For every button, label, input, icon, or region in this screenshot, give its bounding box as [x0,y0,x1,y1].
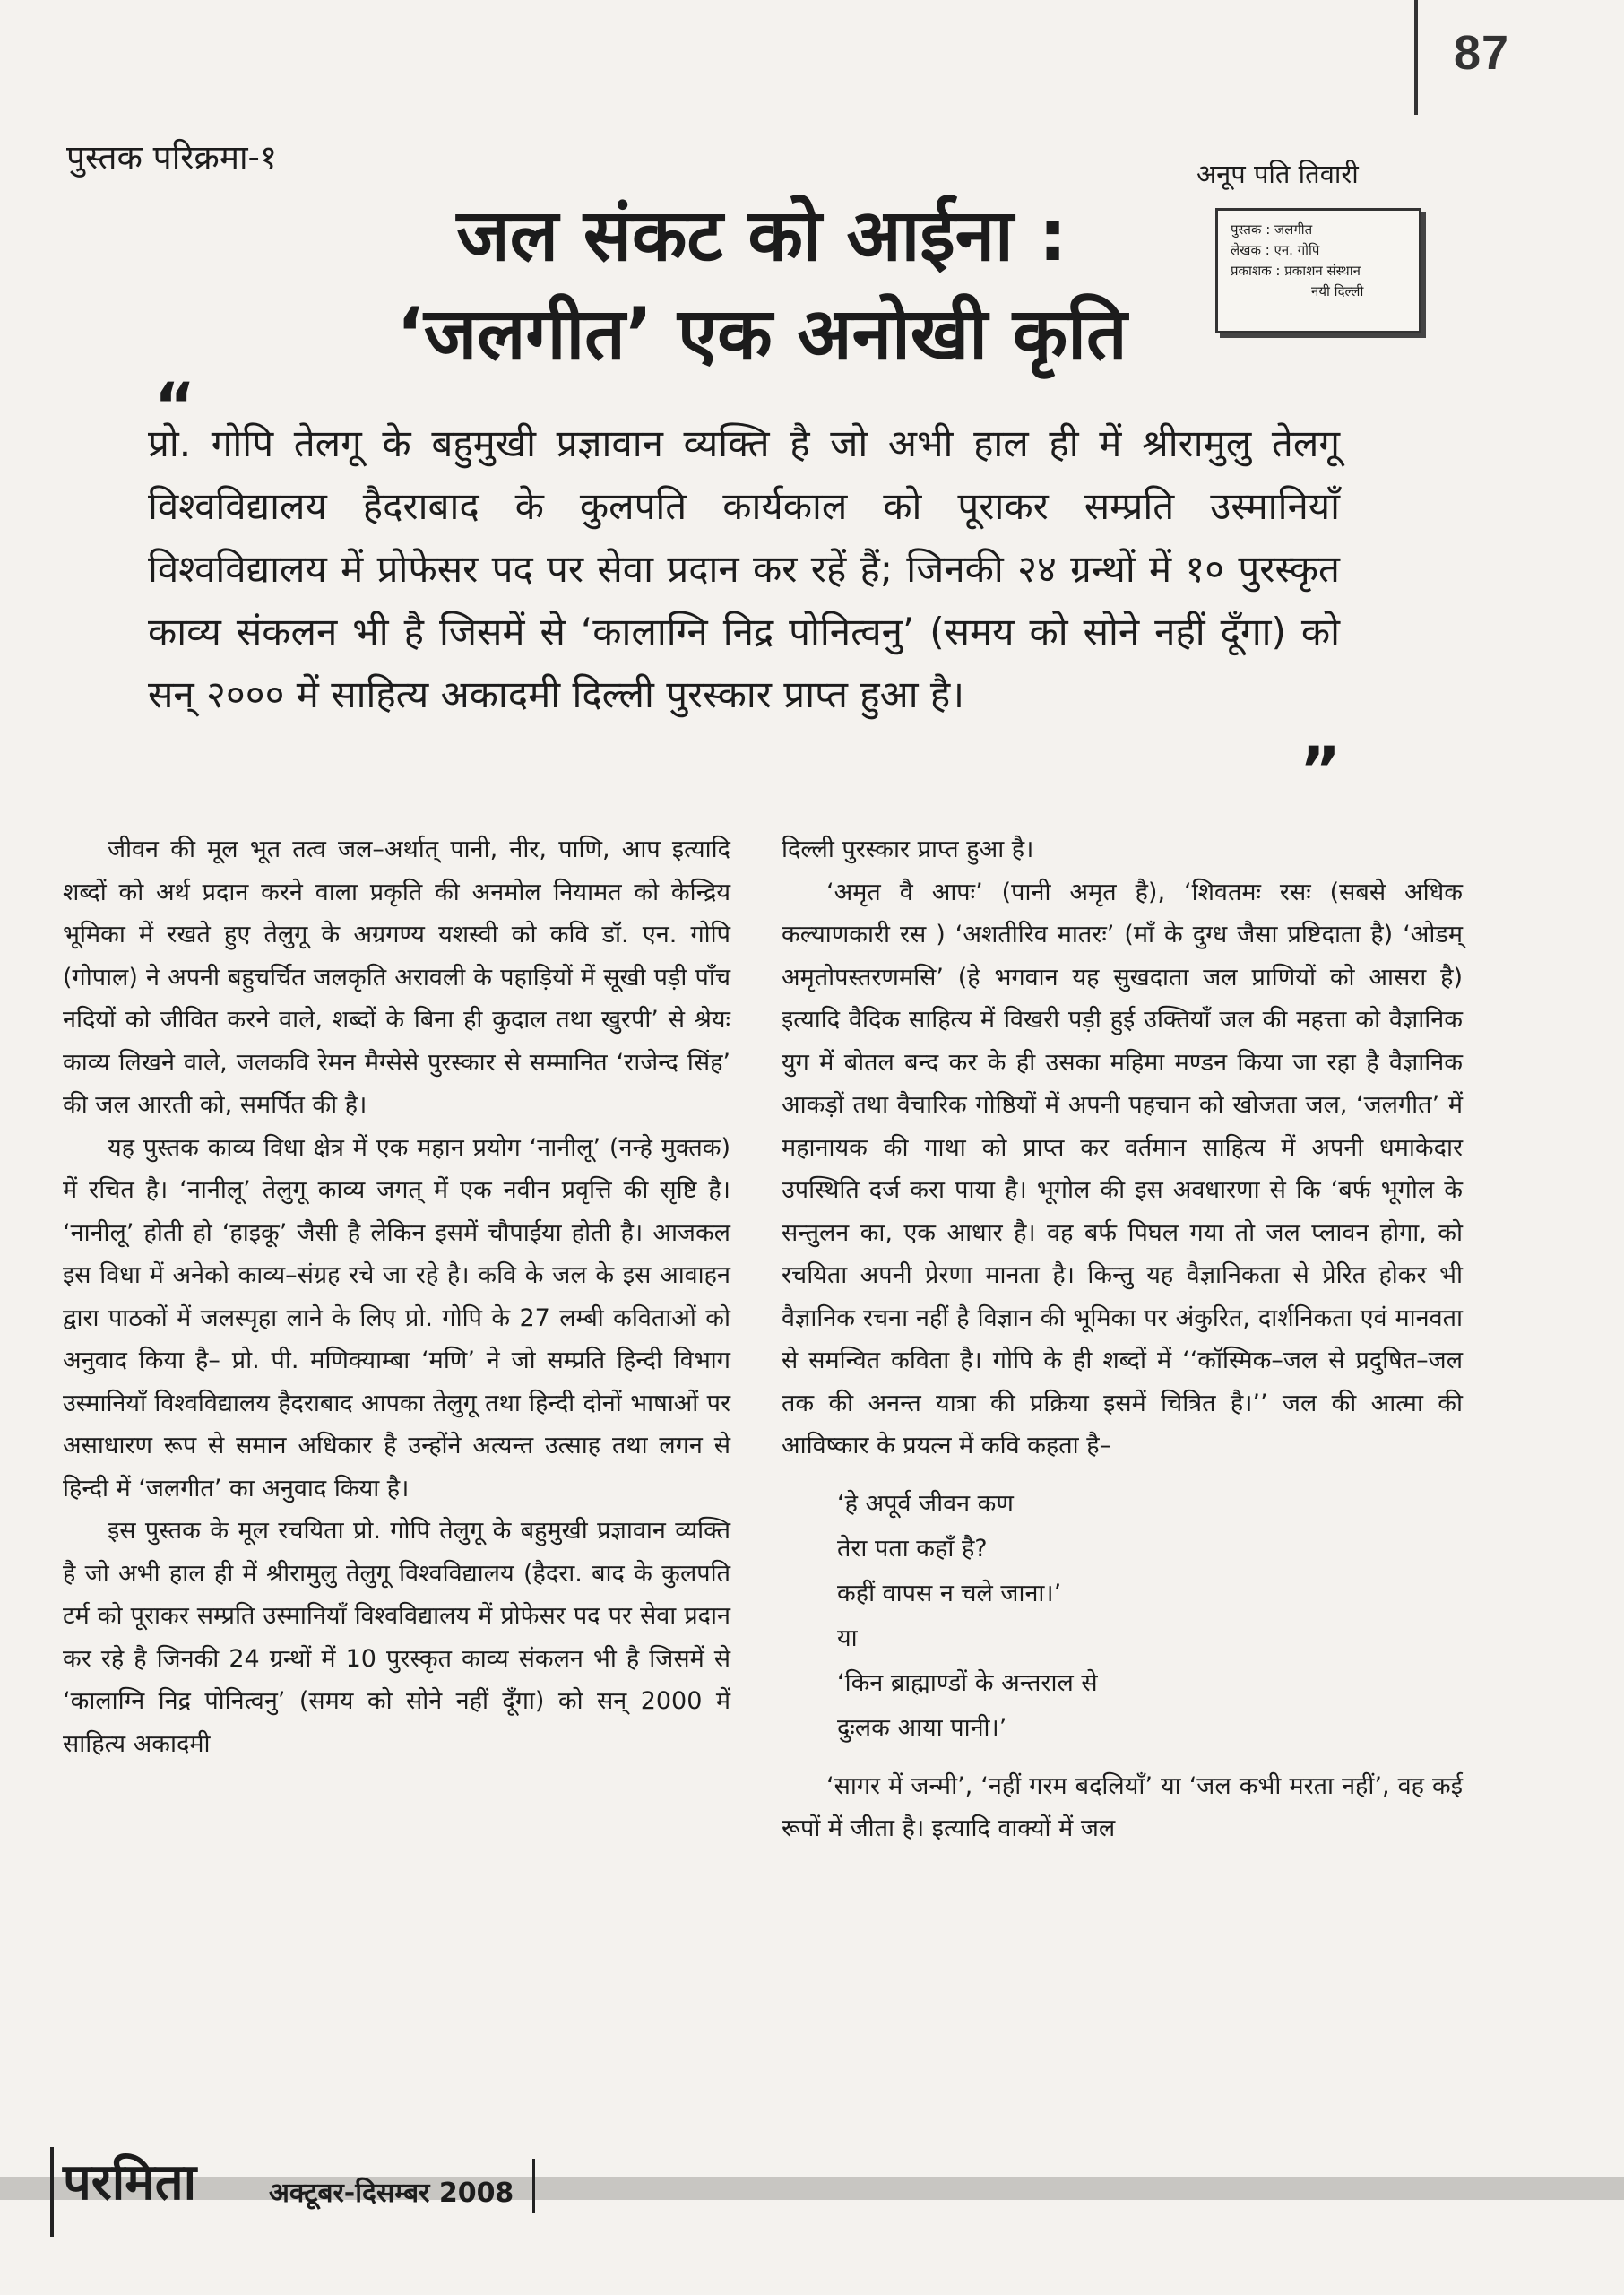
right-column [782,828,1463,1850]
page-number-rule [1414,0,1418,115]
poem-line: तेरा पता कहाँ है? [837,1534,988,1563]
magazine-name: परमिता [63,2153,197,2212]
poem-line: या [837,1624,858,1652]
book-info-city: नयी दिल्ली [1311,283,1364,299]
quote-open-mark: “ [154,369,196,443]
book-info-author: लेखक : एन. गोपि [1231,242,1320,258]
left-paragraph-2: यह पुस्तक काव्य विधा क्षेत्र में एक महान प्रयोग ‘नानीलू’ (नन्हे मुक्तक) में रचित है। ‘नानीलू’ तेलुगू काव्य जगत् में एक नवीन प्रवृत्ति की सृष्टि है। ‘नानीलू’ होती हो ‘हाइकू’ जैसी है लेकिन इसमें चौपाईया होती है। आजकल इस विधा में अनेको काव्य–संग्रह रचे जा रहे है। कवि के जल के इस आवाहन द्वारा पाठकों में जलस्पृहा लाने के लिए प्रो. गोपि के 27 लम्बी कविताओं को अनुवाद किया है– प्रो. पी. मणिक्याम्बा ‘मणि’ ने जो सम्प्रति हिन्दी विभाग उस्मानियाँ विश्वविद्यालय हैदराबाद आपका तेलुगू तथा हिन्दी दोनों भाषाओं पर असाधारण रूप से समान अधिकार है उन्होंने अत्यन्त उत्साह तथा लगन से हिन्दी में ‘जलगीत’ का अनुवाद किया है। [63,1133,730,1503]
poem-line: दुःलक आया पानी।’ [837,1713,1007,1742]
pull-quote: प्रो. गोपि तेलगू के बहुमुखी प्रज्ञावान व्यक्ति है जो अभी हाल ही में श्रीरामुलु तेलगू विश्वविद्यालय हैदराबाद के कुलपति कार्यकाल को पूराकर सम्प्रति उस्मानियाँ विश्वविद्यालय में प्रोफेसर पद पर सेवा प्रदान कर रहें हैं; जिनकी २४ ग्रन्थों में १० पुरस्कृत काव्य संकलन भी है जिसमें से ‘कालाग्नि निद्र पोनित्वनु’ (समय को सोने नहीं दूँगा) को सन् २००० में साहित्य अकादमी दिल्ली पुरस्कार प्राप्त हुआ है। [148,421,1340,716]
book-info-publisher: प्रकाशक : प्रकाशन संस्थान [1231,263,1361,279]
poem-line: कहीं वापस न चले जाना।’ [837,1579,1062,1607]
poem-excerpt [837,1482,1463,1751]
right-paragraph-1: ‘अमृत वै आपः’ (पानी अमृत है), ‘शिवतमः रसः (सबसे अधिक कल्याणकारी रस ) ‘अशतीरिव मातरः’ (माँ के दुग्ध जैसा प्रष्टिदाता है) ‘ओडम् अमृतोपस्तरणमसि’ (हे भगवान यह सुखदाता जल प्राणियों को आसरा है) इत्यादि वैदिक साहित्य में विखरी पड़ी हुई उक्तियाँ जल की महत्ता को वैज्ञानिक युग में बोतल बन्द कर के ही उसका महिमा मण्डन किया जा रहा है वैज्ञानिक आकड़ों तथा वैचारिक गोष्ठियों में अपनी पहचान को खोजता जल, ‘जलगीत’ में महानायक की गाथा को प्राप्त कर वर्तमान साहित्य में अपनी धमाकेदार उपस्थिति दर्ज करा पाया है। भूगोल की इस अवधारणा से कि ‘बर्फ भूगोल के सन्तुलन का, एक आधार है। वह बर्फ पिघल गया तो जल प्लावन होगा, को रचयिता अपनी प्रेरणा मानता है। किन्तु यह वैज्ञानिकता से प्रेरित होकर भी वैज्ञानिक रचना नहीं है विज्ञान की भूमिका पर अंकुरित, दार्शनिकता एवं मानवता से समन्वित कविता है। गोपि के ही शब्दों में ‘‘कॉस्मिक–जल से प्रदुषित–जल तक की अनन्त यात्रा की प्रक्रिया इसमें चित्रित है।’’ जल की आत्मा की आविष्कार के प्रयत्न में कवि कहता है– [782,878,1463,1459]
footer-band [0,2177,1624,2200]
poem-line: ‘हे अपूर्व जीवन कण [837,1489,1014,1518]
left-paragraph-1: जीवन की मूल भूत तत्व जल–अर्थात् पानी, नीर, पाणि, आप इत्यादि शब्दों को अर्थ प्रदान करने वाला प्रकृति की अनमोल नियामत को केन्द्रिय भूमिका में रखते हुए तेलुगू के अग्रगण्य यशस्वी को कवि डॉ. एन. गोपि (गोपाल) ने अपनी बहुचर्चित जलकृति अरावली के पहाड़ियों में सूखी पड़ी पाँच नदियों को जीवित करने वाले, शब्दों के बिना ही कुदाल तथा खुरपी’ से श्रेयः काव्य लिखने वाले, जलकवि रेमन मैग्सेसे पुरस्कार से सम्मानित ‘राजेन्द सिंह’ की जल आरती को, समर्पित की है। [63,836,731,1119]
poem-line: ‘किन ब्राह्माण्डों के अन्तराल से [837,1668,1098,1697]
page-number: 87 [1454,26,1510,80]
book-info-box [1215,208,1421,333]
footer-rule-left [50,2147,54,2237]
footer-rule-right [532,2159,535,2213]
issue-date: अक्टूबर-दिसम्बर 2008 [269,2178,514,2209]
book-info-title: पुस्तक : जलगीत [1231,221,1313,238]
left-column [63,828,730,1765]
title-line-2: ‘जलगीत’ एक अनोखी कृति [396,292,1127,376]
section-label: पुस्तक परिक्रमा-१ [66,138,278,177]
right-paragraph-2: ‘सागर में जन्मी’, ‘नहीं गरम बदलियाँ’ या ‘जल कभी मरता नहीं’, वह कई रूपों में जीता है। इत्यादि वाक्यों में जल [782,1771,1463,1842]
left-paragraph-3: इस पुस्तक के मूल रचयिता प्रो. गोपि तेलुगू के बहुमुखी प्रज्ञावान व्यक्ति है जो अभी हाल ही में श्रीरामुलु तेलुगू विश्वविद्यालय (हैदरा. बाद के कुलपति टर्म को पूराकर सम्प्रति उस्मानियाँ विश्वविद्यालय में प्रोफेसर पद पर सेवा प्रदान कर रहे है जिनकी 24 ग्रन्थों में 10 पुरस्कृत काव्य संकलन भी है जिसमें से ‘कालाग्नि निद्र पोनित्वनु’ (समय को सोने नहीं दूँगा) को सन् 2000 में साहित्य अकादमी [63,1517,730,1758]
quote-close-mark: ” [1300,733,1342,807]
author-name: अनूप पति तिवारी [1196,159,1359,189]
right-paragraph-continuation: दिल्ली पुरस्कार प्राप्त हुआ है। [782,836,1034,863]
article-title [323,186,1201,384]
title-line-1: जल संकट को आईना : [456,194,1067,277]
